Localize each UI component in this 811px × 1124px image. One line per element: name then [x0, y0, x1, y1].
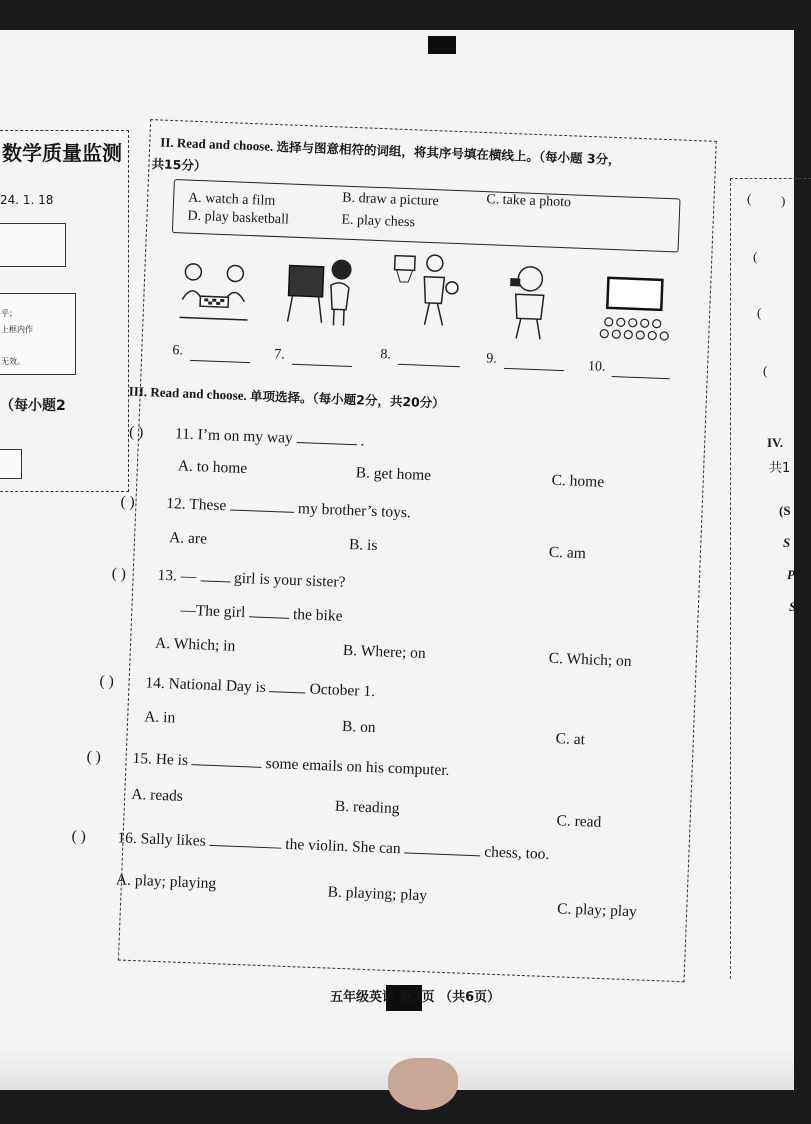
fingertip	[388, 1058, 458, 1110]
top-registration-mark	[428, 36, 456, 54]
left-page-title: 数学质量监测	[2, 141, 122, 165]
question-12-blank[interactable]	[230, 495, 295, 512]
blank-6-label: 6.	[172, 343, 184, 359]
right-section-score: 共1	[769, 461, 791, 476]
question-16-blank[interactable]	[209, 831, 282, 849]
choice-13-b[interactable]: B. Where; on	[342, 641, 427, 663]
question-16-after-2: chess, too.	[484, 843, 550, 863]
choice-14-c[interactable]: C. at	[555, 730, 586, 749]
question-16	[71, 826, 549, 864]
question-11-text: 11. I’m on my way	[174, 425, 294, 447]
question-15	[86, 746, 450, 780]
answer-paren-15[interactable]: ( )	[86, 748, 102, 766]
question-13-line-2	[180, 600, 343, 626]
right-letter: S	[783, 535, 791, 550]
question-12-text: 12. These	[166, 495, 227, 515]
left-page-fragment	[0, 130, 129, 492]
blank-8[interactable]	[398, 364, 460, 367]
left-page-date: 24. 1. 18	[0, 193, 54, 207]
choice-16-b[interactable]: B. playing; play	[327, 883, 428, 905]
choice-16-a[interactable]: A. play; playing	[115, 871, 217, 893]
choice-12-b[interactable]: B. is	[348, 536, 378, 555]
question-16-blank-2[interactable]	[404, 838, 481, 856]
blank-7-label: 7.	[273, 347, 286, 363]
choice-12-a[interactable]: A. are	[168, 529, 208, 548]
left-answer-box	[0, 449, 22, 479]
blank-8-label: 8.	[380, 347, 392, 363]
question-15-text: 15. He is	[132, 749, 189, 770]
section-2-score	[151, 154, 207, 174]
answer-paren-14[interactable]: ( )	[99, 672, 115, 691]
choice-11-a[interactable]: A. to home	[177, 457, 248, 478]
right-paren-close: )	[781, 193, 786, 208]
main-page	[71, 119, 717, 982]
choice-16-c[interactable]: C. play; play	[556, 900, 638, 921]
blank-6[interactable]	[190, 360, 250, 363]
question-14	[99, 671, 375, 702]
question-12	[120, 491, 411, 522]
right-paren: (	[747, 191, 752, 206]
section-3-title	[128, 382, 445, 412]
question-14-text: 14. National Day is	[145, 674, 267, 696]
left-notice-box	[0, 293, 76, 375]
right-paren: (	[763, 363, 768, 378]
section-2-title-cn: 选择与图意相符的词组，将其序号填在横线上。（每小题 3分，	[276, 138, 621, 168]
choice-11-c[interactable]: C. home	[551, 471, 605, 491]
section-2-title	[160, 133, 621, 169]
left-note-line: 乎；	[1, 309, 17, 318]
choice-11-b[interactable]: B. get home	[355, 464, 432, 485]
option-d: D. play basketball	[187, 208, 290, 228]
question-13	[111, 563, 345, 592]
option-c: C. take a photo	[486, 192, 572, 211]
blank-10[interactable]	[612, 376, 670, 379]
left-info-box	[0, 223, 66, 267]
choice-15-b[interactable]: B. reading	[334, 797, 400, 818]
question-11	[129, 422, 365, 451]
section-2-title-en: II. Read and choose.	[160, 134, 274, 154]
question-13-blank[interactable]	[200, 566, 231, 582]
question-15-blank[interactable]	[192, 750, 263, 768]
choice-12-c[interactable]: C. am	[548, 543, 587, 563]
question-13-after: girl is your sister?	[233, 569, 346, 591]
choice-13-c[interactable]: C. Which; on	[548, 649, 632, 670]
question-13-line2-pre: —The girl	[180, 601, 246, 622]
chess-players-illustration	[173, 259, 255, 326]
blank-9-label: 9.	[485, 351, 498, 367]
left-note-line: 无效。	[1, 357, 25, 366]
right-page-fragment	[730, 178, 811, 979]
option-a: A. watch a film	[187, 190, 276, 209]
drawing-picture-illustration	[283, 255, 364, 330]
right-letter: S	[789, 599, 797, 614]
question-11-after: .	[360, 432, 365, 450]
blank-10-label: 10.	[587, 359, 606, 375]
option-b: B. draw a picture	[342, 190, 439, 210]
question-13-text: 13. —	[157, 566, 197, 586]
section-3-title-cn: 单项选择。（每小题2分，共20分）	[249, 388, 446, 411]
section-3-title-en: III. Read and choose.	[128, 383, 248, 404]
choice-15-a[interactable]: A. reads	[130, 785, 184, 805]
basketball-player-illustration	[388, 249, 463, 332]
right-letter: P	[787, 567, 795, 582]
choice-14-a[interactable]: A. in	[143, 708, 176, 727]
watching-film-illustration	[598, 274, 673, 347]
right-paren: (	[753, 249, 758, 264]
answer-paren-11[interactable]: ( )	[128, 423, 144, 442]
answer-paren-16[interactable]: ( )	[71, 827, 87, 846]
choice-15-c[interactable]: C. read	[556, 812, 602, 831]
answer-paren-13[interactable]: ( )	[111, 564, 127, 583]
right-paren: (	[757, 305, 762, 320]
choice-13-a[interactable]: A. Which; in	[154, 634, 236, 655]
question-15-after: some emails on his computer.	[265, 755, 450, 780]
option-e: E. play chess	[341, 212, 416, 231]
exam-sheet	[0, 30, 797, 1090]
blank-9[interactable]	[504, 368, 564, 371]
right-letter: (S	[779, 503, 791, 518]
question-13-blank-2[interactable]	[249, 602, 290, 619]
blank-7[interactable]	[292, 364, 352, 367]
question-16-after: the violin. She can	[285, 835, 401, 858]
question-14-after: October 1.	[309, 680, 376, 701]
answer-paren-12[interactable]: ( )	[120, 493, 136, 511]
photo-taking-illustration	[498, 262, 561, 344]
question-13-line2-post: the bike	[292, 605, 343, 625]
right-section-roman: IV.	[767, 435, 784, 450]
left-note-line: 上框内作	[1, 325, 33, 334]
question-11-blank[interactable]	[296, 428, 357, 445]
question-14-blank[interactable]	[270, 677, 307, 693]
question-16-text: 16. Sally likes	[117, 829, 206, 850]
section-2-score-text: 共15分）	[151, 156, 207, 174]
option-box	[172, 179, 681, 252]
question-12-after: my brother’s toys.	[297, 500, 412, 522]
left-section-fragment: （每小题2	[0, 398, 66, 414]
choice-14-b[interactable]: B. on	[341, 717, 376, 737]
page-footer: 五年级英语 第2页 （共6页）	[330, 990, 501, 1005]
